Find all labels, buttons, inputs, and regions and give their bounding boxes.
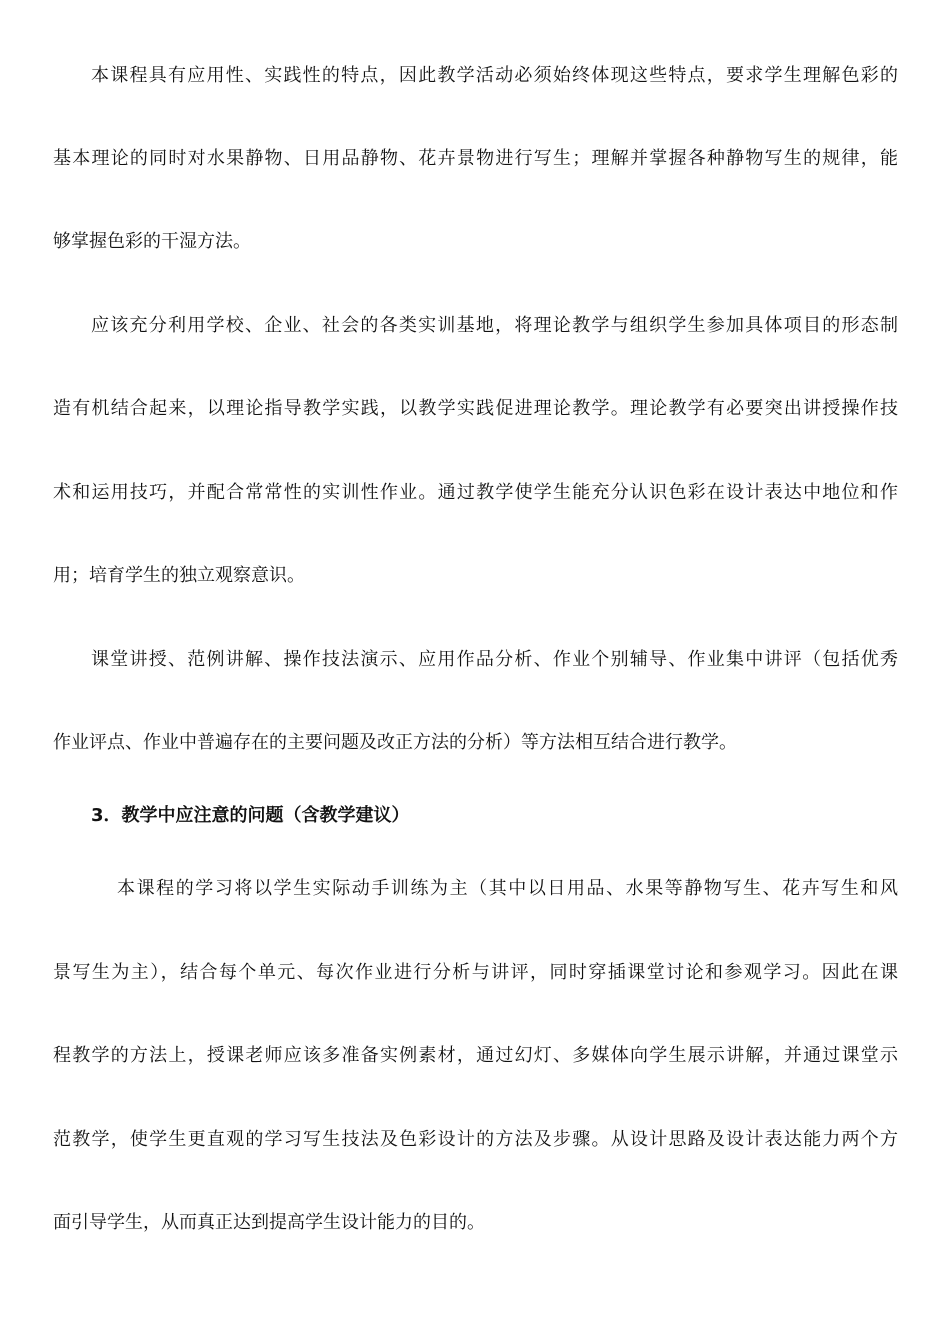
paragraph-1-line-1: 本课程具有应用性、实践性的特点，因此教学活动必须始终体现这些特点，要求学生理解色彩的 (91, 65, 898, 86)
paragraph-3-line-1: 课堂讲授、范例讲解、操作技法演示、应用作品分析、作业个别辅导、作业集中讲评（包括优秀 (91, 649, 898, 670)
paragraph-4-line-2: 景写生为主），结合每个单元、每次作业进行分析与讲评，同时穿插课堂讨论和参观学习。因此在课 (53, 962, 898, 983)
paragraph-4-line-5: 面引导学生，从而真正达到提高学生设计能力的目的。 (53, 1212, 485, 1233)
paragraph-2-line-1: 应该充分利用学校、企业、社会的各类实训基地，将理论教学与组织学生参加具体项目的形态制 (91, 315, 898, 336)
paragraph-1-line-2: 基本理论的同时对水果静物、日用品静物、花卉景物进行写生；理解并掌握各种静物写生的规律，能 (53, 148, 898, 169)
paragraph-3-line-2: 作业评点、作业中普遍存在的主要问题及改正方法的分析）等方法相互结合进行教学。 (53, 732, 737, 753)
paragraph-2-line-4: 用；培育学生的独立观察意识。 (53, 565, 305, 586)
paragraph-2-line-2: 造有机结合起来，以理论指导教学实践，以教学实践促进理论教学。理论教学有必要突出讲授操作技 (53, 398, 898, 419)
paragraph-4-line-1: 本课程的学习将以学生实际动手训练为主（其中以日用品、水果等静物写生、花卉写生和风 (117, 878, 898, 899)
paragraph-4-line-3: 程教学的方法上，授课老师应该多准备实例素材，通过幻灯、多媒体向学生展示讲解，并通过课堂示 (53, 1045, 898, 1066)
section-heading-3: 3．教学中应注意的问题（含教学建议） (91, 805, 410, 826)
paragraph-1-line-3: 够掌握色彩的干湿方法。 (53, 231, 251, 252)
paragraph-4-line-4: 范教学，使学生更直观的学习写生技法及色彩设计的方法及步骤。从设计思路及设计表达能力两个方 (53, 1129, 898, 1150)
paragraph-2-line-3: 术和运用技巧，并配合常常性的实训性作业。通过教学使学生能充分认识色彩在设计表达中地位和作 (53, 482, 898, 503)
